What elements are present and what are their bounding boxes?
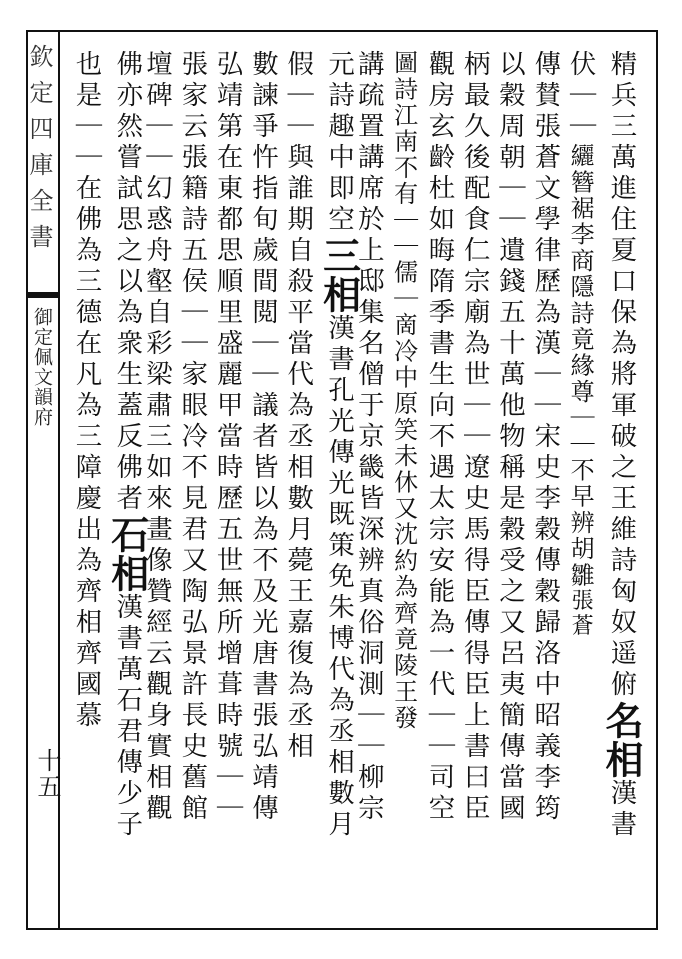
edition-title: 欽定四庫全書 — [25, 44, 53, 260]
text-segment: 數諫爭忤指旬歲間閲｜｜議者皆以為不及光唐書張弘靖傳 — [247, 50, 279, 825]
text-column — [212, 50, 244, 825]
text-segment: 壇碑｜｜幻惑舟壑自彩梁肅三如來畫像贊經云觀身實相觀 — [141, 50, 173, 825]
text-segment: 圖詩江南不有｜｜儒｜啇冷中原笑未休又沈約為齊竟陵王發 — [389, 50, 418, 732]
text-column — [494, 50, 526, 825]
text-segment: 漢書萬石君傳少子 — [111, 593, 143, 841]
fish-tail-mark — [26, 292, 58, 298]
text-segment: 講疏置講席於上邸集名僧于京畿皆深辨真俗洞測｜｜柳宗 — [353, 50, 385, 825]
text-column — [282, 50, 314, 763]
text-segment: 伏｜｜ — [565, 50, 597, 143]
entry-heading: 石相 — [104, 515, 150, 593]
text-column — [316, 50, 362, 841]
text-segment: 張家云張籍詩五侯｜｜家眼冷不見君又陶弘景許長史舊館 — [176, 50, 208, 825]
text-segment: 漢書 — [606, 779, 637, 841]
text-segment: 纚簪裾李商隱詩竟緣尊｜｜不早辨胡雛 — [566, 143, 595, 589]
text-segment: 觀房玄齡杜如晦隋季書生向不遇太宗安能為一代｜｜司空 — [423, 50, 455, 825]
text-column — [565, 50, 597, 639]
entry-heading: 三相 — [316, 236, 362, 314]
text-segment: 柄最久後配食仁宗廟為世｜｜遼史馬得臣傳得臣上書曰臣 — [459, 50, 491, 825]
text-segment: 也是｜｜在佛為三德在凡為三障 — [70, 50, 102, 484]
text-column — [529, 50, 561, 825]
text-column — [104, 50, 150, 841]
text-segment: 佛亦然嘗試思之以為衆生蓋反佛者 — [111, 50, 143, 515]
text-segment: 自殺平當代為丞相數月薨王嘉復為丞相 — [282, 236, 314, 763]
text-column — [599, 50, 644, 841]
page-number: 十五 — [33, 748, 61, 800]
text-segment: 慶出為齊相齊國慕 — [70, 484, 102, 732]
text-column — [247, 50, 279, 825]
text-column — [176, 50, 208, 825]
text-column — [353, 50, 385, 825]
text-segment: 精兵三萬進住夏口保為將軍破之王維詩匈奴遥俯 — [606, 50, 637, 701]
text-segment: 弘靖第在東都思順里盛麗甲當時歷五世無所增葺時號｜｜ — [212, 50, 244, 825]
book-title: 御定佩文韻府 — [31, 307, 53, 427]
text-segment: 傳賛張蒼文學律歷為漢｜｜宋史李穀傳穀歸洛中昭義李筠 — [529, 50, 561, 825]
entry-heading: 名相 — [599, 701, 644, 779]
text-column — [141, 50, 173, 825]
text-segment: 漢書孔光傳光既策免朱博代為丞相數月 — [323, 314, 355, 841]
text-column — [423, 50, 455, 825]
text-segment: 假｜｜與誰期 — [282, 50, 314, 236]
text-column — [459, 50, 491, 825]
text-column — [390, 50, 416, 731]
text-segment: 元詩趣中即空 — [323, 50, 355, 236]
text-segment: 以穀周朝｜｜遺錢五十萬他物稱是穀受之又呂夷簡傳當國 — [494, 50, 526, 825]
text-segment: 張蒼 — [568, 588, 594, 639]
text-column — [70, 50, 102, 732]
